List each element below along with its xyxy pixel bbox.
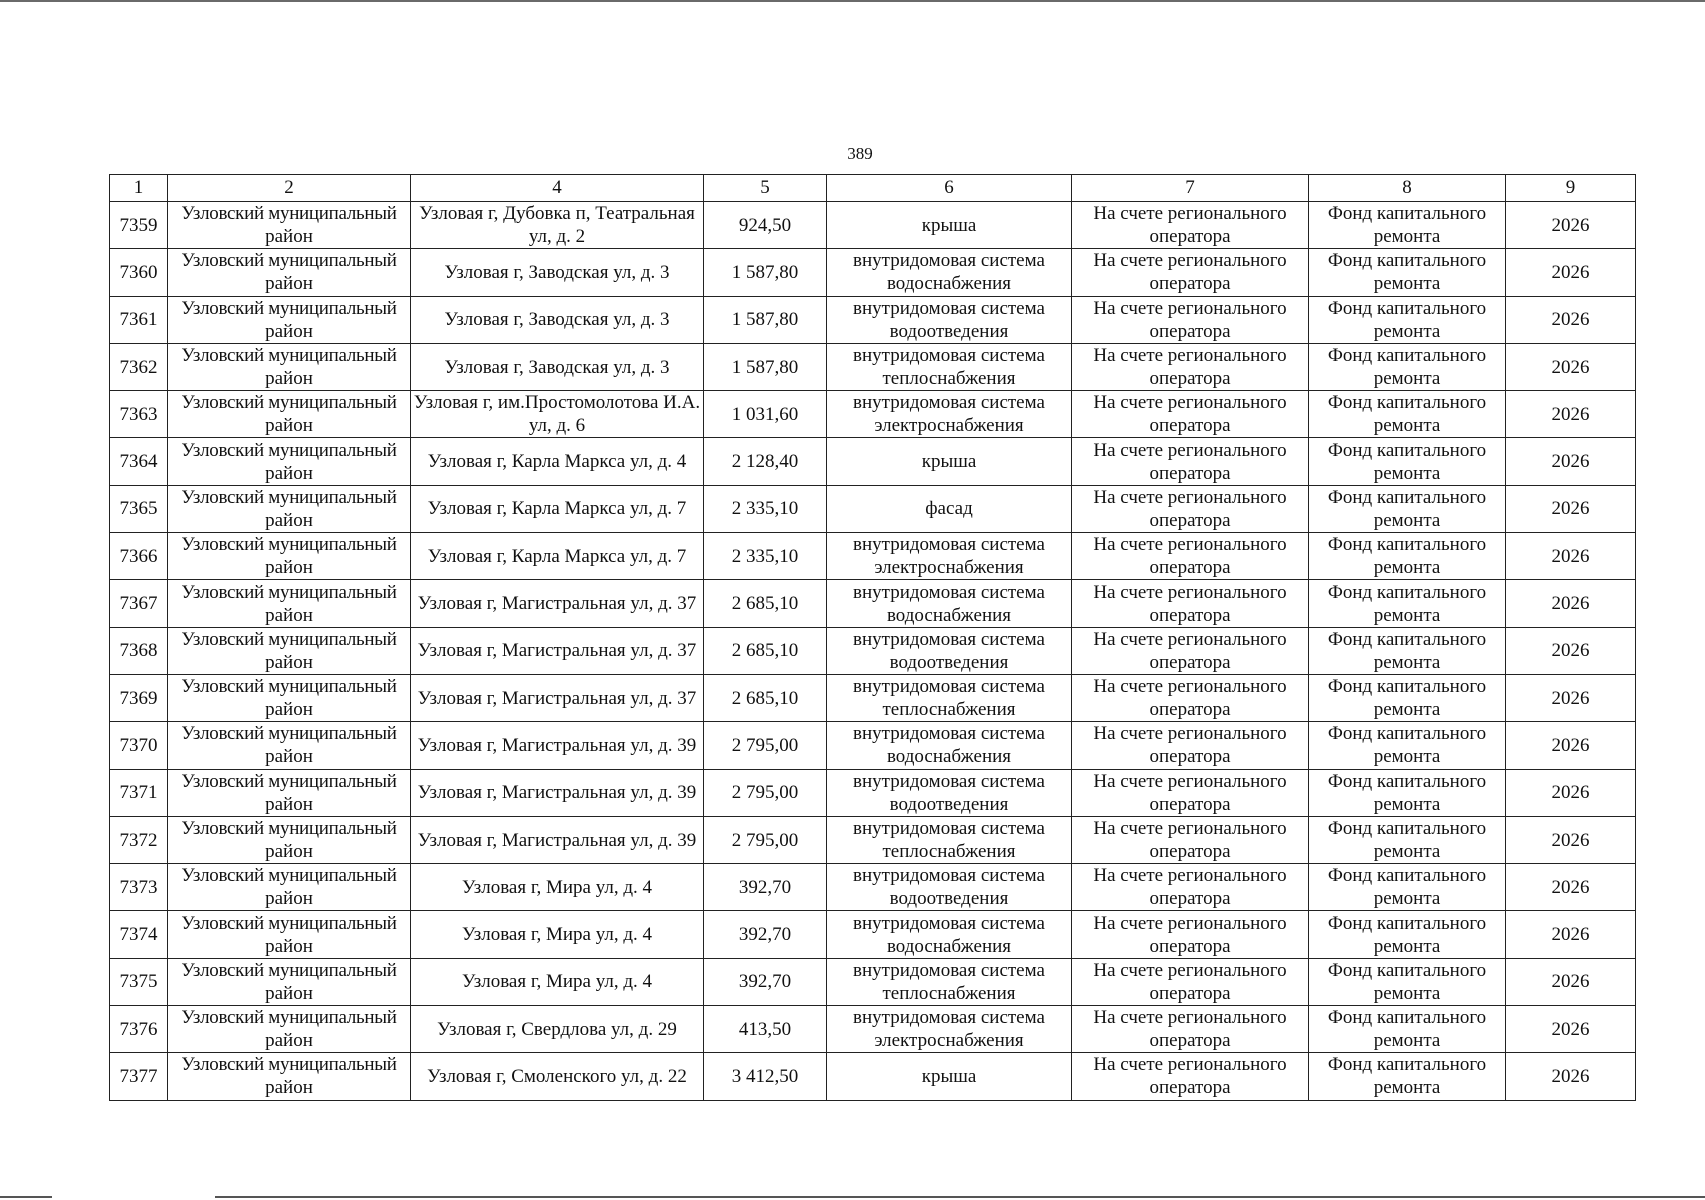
table-row — [110, 1053, 1636, 1100]
account-cell: На счете регионального оператора — [1072, 722, 1309, 769]
repair-element-cell: внутридомовая система электроснабжения — [827, 533, 1072, 580]
table-row — [110, 627, 1636, 674]
area-cell: 2 795,00 — [704, 816, 827, 863]
area-cell: 924,50 — [704, 202, 827, 249]
table-row — [110, 864, 1636, 911]
funding-source-cell: Фонд капитального ремонта — [1309, 296, 1506, 343]
district-cell — [168, 958, 411, 1005]
address-cell: Узловая г, Мира ул, д. 4 — [411, 958, 704, 1005]
account-cell: На счете регионального оператора — [1072, 533, 1309, 580]
funding-source-cell: Фонд капитального ремонта — [1309, 816, 1506, 863]
account-cell: На счете регионального оператора — [1072, 627, 1309, 674]
address-cell: Узловая г, Мира ул, д. 4 — [411, 911, 704, 958]
column-number-row — [110, 175, 1636, 202]
page-number: 389 — [847, 144, 873, 163]
area-cell: 2 128,40 — [704, 438, 827, 485]
district-cell — [168, 580, 411, 627]
district-type: район — [265, 226, 313, 248]
row-number-cell: 7362 — [110, 343, 168, 390]
year-cell: 2026 — [1506, 249, 1636, 296]
funding-source-cell: Фонд капитального ремонта — [1309, 438, 1506, 485]
account-cell: На счете регионального оператора — [1072, 438, 1309, 485]
row-number-cell: 7375 — [110, 958, 168, 1005]
address-cell: Узловая г, Карла Маркса ул, д. 7 — [411, 485, 704, 532]
district-name: Узловский муниципальный — [181, 912, 397, 934]
funding-source-cell: Фонд капитального ремонта — [1309, 343, 1506, 390]
district-type: район — [265, 509, 313, 531]
funding-source-cell: Фонд капитального ремонта — [1309, 580, 1506, 627]
funding-source-cell: Фонд капитального ремонта — [1309, 769, 1506, 816]
table-row — [110, 769, 1636, 816]
table-row — [110, 533, 1636, 580]
row-number-cell: 7361 — [110, 296, 168, 343]
row-number-cell: 7367 — [110, 580, 168, 627]
repair-element-cell: крыша — [827, 1053, 1072, 1100]
year-cell: 2026 — [1506, 769, 1636, 816]
area-cell: 392,70 — [704, 864, 827, 911]
district-name: Узловский муниципальный — [181, 959, 397, 981]
address-cell: Узловая г, Магистральная ул, д. 39 — [411, 722, 704, 769]
district-type: район — [265, 746, 313, 768]
funding-source-cell: Фонд капитального ремонта — [1309, 485, 1506, 532]
scan-bottom-edge-left — [0, 1196, 52, 1198]
account-cell: На счете регионального оператора — [1072, 249, 1309, 296]
year-cell: 2026 — [1506, 1006, 1636, 1053]
address-cell: Узловая г, Мира ул, д. 4 — [411, 864, 704, 911]
repair-element-cell: внутридомовая система водоотведения — [827, 769, 1072, 816]
district-name: Узловский муниципальный — [181, 486, 397, 508]
year-cell: 2026 — [1506, 816, 1636, 863]
area-cell: 413,50 — [704, 1006, 827, 1053]
district-name: Узловский муниципальный — [181, 250, 397, 272]
year-cell: 2026 — [1506, 438, 1636, 485]
area-cell: 392,70 — [704, 911, 827, 958]
district-name: Узловский муниципальный — [181, 297, 397, 319]
year-cell: 2026 — [1506, 296, 1636, 343]
table-row — [110, 580, 1636, 627]
district-cell — [168, 816, 411, 863]
address-cell: Узловая г, Заводская ул, д. 3 — [411, 296, 704, 343]
year-cell: 2026 — [1506, 1053, 1636, 1100]
district-cell — [168, 438, 411, 485]
account-cell: На счете регионального оператора — [1072, 674, 1309, 721]
column-number: 2 — [168, 175, 411, 202]
district-name: Узловский муниципальный — [181, 676, 397, 698]
address-cell: Узловая г, Смоленского ул, д. 22 — [411, 1053, 704, 1100]
year-cell: 2026 — [1506, 674, 1636, 721]
district-name: Узловский муниципальный — [181, 439, 397, 461]
district-type: район — [265, 841, 313, 862]
funding-source-cell: Фонд капитального ремонта — [1309, 722, 1506, 769]
district-name: Узловский муниципальный — [181, 203, 397, 225]
repair-element-cell: крыша — [827, 438, 1072, 485]
year-cell: 2026 — [1506, 722, 1636, 769]
district-name: Узловский муниципальный — [181, 628, 397, 650]
district-cell — [168, 533, 411, 580]
district-name: Узловский муниципальный — [181, 770, 397, 792]
address-cell: Узловая г, Карла Маркса ул, д. 7 — [411, 533, 704, 580]
district-type: район — [265, 320, 313, 342]
area-cell: 2 685,10 — [704, 674, 827, 721]
district-type: район — [265, 462, 313, 484]
repair-element-cell: внутридомовая система водоотведения — [827, 296, 1072, 343]
district-cell — [168, 202, 411, 249]
row-number-cell: 7368 — [110, 627, 168, 674]
funding-source-cell: Фонд капитального ремонта — [1309, 911, 1506, 958]
repair-element-cell: внутридомовая система теплоснабжения — [827, 674, 1072, 721]
district-cell — [168, 911, 411, 958]
account-cell: На счете регионального оператора — [1072, 343, 1309, 390]
district-name: Узловский муниципальный — [181, 865, 397, 887]
funding-source-cell: Фонд капитального ремонта — [1309, 674, 1506, 721]
funding-source-cell: Фонд капитального ремонта — [1309, 627, 1506, 674]
table-row — [110, 911, 1636, 958]
year-cell: 2026 — [1506, 343, 1636, 390]
scan-bottom-edge-right — [215, 1196, 1705, 1198]
district-type: район — [265, 1077, 313, 1099]
table-row — [110, 202, 1636, 249]
district-type: район — [265, 793, 313, 815]
year-cell: 2026 — [1506, 485, 1636, 532]
area-cell: 1 587,80 — [704, 296, 827, 343]
address-cell: Узловая г, Магистральная ул, д. 39 — [411, 769, 704, 816]
district-cell — [168, 769, 411, 816]
table-row — [110, 722, 1636, 769]
district-cell — [168, 722, 411, 769]
row-number-cell: 7363 — [110, 391, 168, 438]
address-cell: Узловая г, Заводская ул, д. 3 — [411, 343, 704, 390]
account-cell: На счете регионального оператора — [1072, 816, 1309, 863]
area-cell: 1 031,60 — [704, 391, 827, 438]
district-type: район — [265, 935, 313, 957]
account-cell: На счете регионального оператора — [1072, 1053, 1309, 1100]
repair-element-cell: внутридомовая система электроснабжения — [827, 1006, 1072, 1053]
column-number: 6 — [827, 175, 1072, 202]
funding-source-cell: Фонд капитального ремонта — [1309, 958, 1506, 1005]
account-cell: На счете регионального оператора — [1072, 958, 1309, 1005]
row-number-cell: 7372 — [110, 816, 168, 863]
address-cell: Узловая г, Магистральная ул, д. 37 — [411, 627, 704, 674]
district-cell — [168, 674, 411, 721]
repair-element-cell: крыша — [827, 202, 1072, 249]
funding-source-cell: Фонд капитального ремонта — [1309, 202, 1506, 249]
district-type: район — [265, 888, 313, 910]
district-type: район — [265, 604, 313, 626]
area-cell: 1 587,80 — [704, 249, 827, 296]
district-cell — [168, 864, 411, 911]
repair-element-cell: внутридомовая система теплоснабжения — [827, 816, 1072, 863]
funding-source-cell: Фонд капитального ремонта — [1309, 1053, 1506, 1100]
row-number-cell: 7373 — [110, 864, 168, 911]
repair-element-cell: фасад — [827, 485, 1072, 532]
district-name: Узловский муниципальный — [181, 818, 397, 839]
row-number-cell: 7370 — [110, 722, 168, 769]
district-cell — [168, 391, 411, 438]
address-cell: Узловая г, Свердлова ул, д. 29 — [411, 1006, 704, 1053]
area-cell: 2 795,00 — [704, 769, 827, 816]
account-cell: На счете регионального оператора — [1072, 485, 1309, 532]
area-cell: 3 412,50 — [704, 1053, 827, 1100]
account-cell: На счете регионального оператора — [1072, 1006, 1309, 1053]
table-row — [110, 438, 1636, 485]
table-row — [110, 1006, 1636, 1053]
address-cell: Узловая г, Магистральная ул, д. 37 — [411, 674, 704, 721]
address-cell: Узловая г, Магистральная ул, д. 39 — [411, 816, 704, 863]
district-type: район — [265, 415, 313, 437]
repair-element-cell: внутридомовая система водоотведения — [827, 627, 1072, 674]
district-name: Узловский муниципальный — [181, 534, 397, 556]
year-cell: 2026 — [1506, 958, 1636, 1005]
table-row — [110, 391, 1636, 438]
column-number: 5 — [704, 175, 827, 202]
table-row — [110, 485, 1636, 532]
district-type: район — [265, 368, 313, 390]
address-cell: Узловая г, Карла Маркса ул, д. 4 — [411, 438, 704, 485]
district-type: район — [265, 699, 313, 721]
repair-element-cell: внутридомовая система теплоснабжения — [827, 343, 1072, 390]
district-name: Узловский муниципальный — [181, 392, 397, 414]
row-number-cell: 7369 — [110, 674, 168, 721]
district-cell — [168, 343, 411, 390]
scan-top-edge — [0, 0, 1705, 2]
account-cell: На счете регионального оператора — [1072, 391, 1309, 438]
address-cell: Узловая г, им.Простомолотова И.А. ул, д. 6 — [411, 391, 704, 438]
district-name: Узловский муниципальный — [181, 581, 397, 603]
row-number-cell: 7364 — [110, 438, 168, 485]
district-cell — [168, 1006, 411, 1053]
repair-program-table — [109, 174, 1636, 1101]
row-number-cell: 7360 — [110, 249, 168, 296]
address-cell: Узловая г, Дубовка п, Театральная ул, д. 2 — [411, 202, 704, 249]
funding-source-cell: Фонд капитального ремонта — [1309, 249, 1506, 296]
district-type: район — [265, 273, 313, 295]
repair-element-cell: внутридомовая система электроснабжения — [827, 391, 1072, 438]
district-cell — [168, 1053, 411, 1100]
year-cell: 2026 — [1506, 911, 1636, 958]
address-cell: Узловая г, Заводская ул, д. 3 — [411, 249, 704, 296]
area-cell: 2 795,00 — [704, 722, 827, 769]
district-type: район — [265, 1030, 313, 1052]
repair-element-cell: внутридомовая система водоотведения — [827, 864, 1072, 911]
account-cell: На счете регионального оператора — [1072, 864, 1309, 911]
column-number: 1 — [110, 175, 168, 202]
account-cell: На счете регионального оператора — [1072, 911, 1309, 958]
table-row — [110, 343, 1636, 390]
row-number-cell: 7374 — [110, 911, 168, 958]
column-number: 9 — [1506, 175, 1636, 202]
year-cell: 2026 — [1506, 864, 1636, 911]
area-cell: 2 685,10 — [704, 580, 827, 627]
funding-source-cell: Фонд капитального ремонта — [1309, 864, 1506, 911]
area-cell: 2 335,10 — [704, 533, 827, 580]
row-number-cell: 7376 — [110, 1006, 168, 1053]
area-cell: 1 587,80 — [704, 343, 827, 390]
year-cell: 2026 — [1506, 580, 1636, 627]
table-row — [110, 249, 1636, 296]
account-cell: На счете регионального оператора — [1072, 769, 1309, 816]
district-cell — [168, 296, 411, 343]
repair-element-cell: внутридомовая система водоснабжения — [827, 249, 1072, 296]
funding-source-cell: Фонд капитального ремонта — [1309, 1006, 1506, 1053]
district-type: район — [265, 557, 313, 579]
column-number: 4 — [411, 175, 704, 202]
district-type: район — [265, 982, 313, 1004]
district-name: Узловский муниципальный — [181, 1054, 397, 1076]
row-number-cell: 7365 — [110, 485, 168, 532]
district-cell — [168, 249, 411, 296]
year-cell: 2026 — [1506, 202, 1636, 249]
account-cell: На счете регионального оператора — [1072, 296, 1309, 343]
column-number: 7 — [1072, 175, 1309, 202]
row-number-cell: 7371 — [110, 769, 168, 816]
row-number-cell: 7366 — [110, 533, 168, 580]
table-row — [110, 816, 1636, 863]
address-cell: Узловая г, Магистральная ул, д. 37 — [411, 580, 704, 627]
repair-element-cell: внутридомовая система теплоснабжения — [827, 958, 1072, 1005]
district-name: Узловский муниципальный — [181, 345, 397, 367]
table-row — [110, 958, 1636, 1005]
funding-source-cell: Фонд капитального ремонта — [1309, 533, 1506, 580]
area-cell: 2 685,10 — [704, 627, 827, 674]
row-number-cell: 7359 — [110, 202, 168, 249]
account-cell: На счете регионального оператора — [1072, 580, 1309, 627]
row-number-cell: 7377 — [110, 1053, 168, 1100]
district-type: район — [265, 651, 313, 673]
table-body — [110, 202, 1636, 1101]
account-cell: На счете регионального оператора — [1072, 202, 1309, 249]
district-name: Узловский муниципальный — [181, 723, 397, 745]
year-cell: 2026 — [1506, 627, 1636, 674]
column-number: 8 — [1309, 175, 1506, 202]
district-cell — [168, 627, 411, 674]
repair-element-cell: внутридомовая система водоснабжения — [827, 911, 1072, 958]
district-name: Узловский муниципальный — [181, 1007, 397, 1029]
area-cell: 392,70 — [704, 958, 827, 1005]
funding-source-cell: Фонд капитального ремонта — [1309, 391, 1506, 438]
repair-element-cell: внутридомовая система водоснабжения — [827, 580, 1072, 627]
table-row — [110, 296, 1636, 343]
table-row — [110, 674, 1636, 721]
year-cell: 2026 — [1506, 533, 1636, 580]
area-cell: 2 335,10 — [704, 485, 827, 532]
district-cell — [168, 485, 411, 532]
repair-element-cell: внутридомовая система водоснабжения — [827, 722, 1072, 769]
year-cell: 2026 — [1506, 391, 1636, 438]
